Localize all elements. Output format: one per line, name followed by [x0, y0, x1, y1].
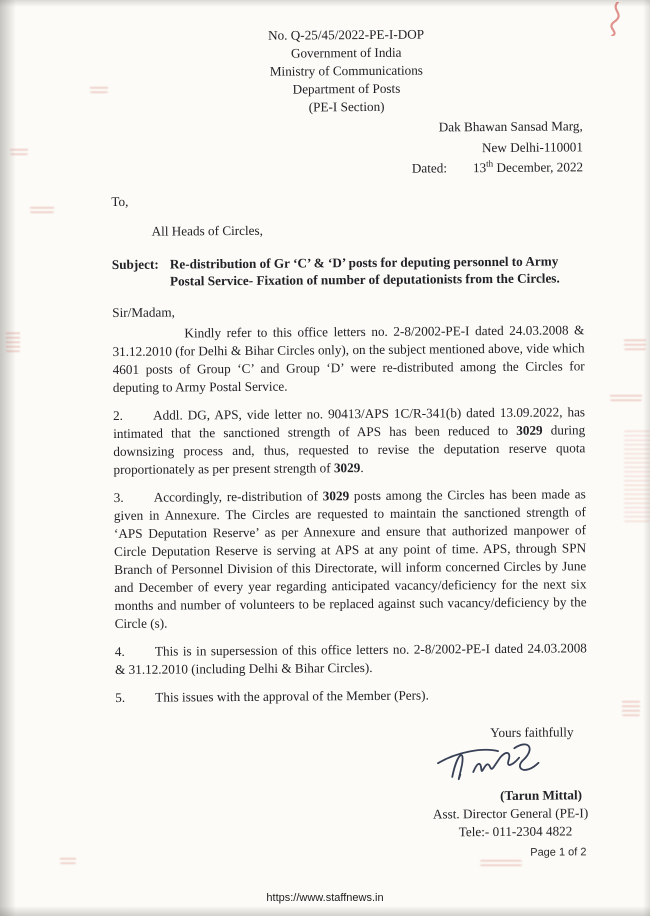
office-address-line-2: New Delhi-110001 [481, 139, 584, 155]
letter-body [110, 24, 589, 864]
bleedthrough-mark [10, 148, 28, 155]
org-line-government: Government of India [290, 44, 402, 61]
paragraph-1: Kindly refer to this office letters no. 2-8/2002-PE-I dated 24.03.2008 & 31.12.2010 (for Delhi & Bihar Circles only), on the subject mentioned above, vide which 4601 posts of Group ‘C’ and Group ‘D’ were re-distributed among the Circles for deputing to Army Postal Service. [112, 322, 585, 396]
scan-edge-shadow-left [0, 0, 16, 916]
org-line-ministry: Ministry of Communications [269, 62, 423, 79]
signatory-phone: Tele:- 011-2304 4822 [458, 823, 573, 840]
closing: Yours faithfully [490, 723, 574, 740]
signature-row [116, 741, 588, 791]
paragraph-number: 5. [115, 689, 126, 705]
bleedthrough-mark [624, 430, 650, 522]
date-label: Dated: [411, 160, 448, 176]
page-number-label: Page 1 of 2 [530, 846, 587, 860]
paragraph-number: 2. [112, 408, 123, 424]
org-line-section: (PE-I Section) [308, 98, 385, 115]
bleedthrough-mark [30, 206, 54, 213]
signatory-name: (Tarun Mittal) [500, 787, 583, 804]
date-value: 13th December, 2022 [472, 158, 584, 175]
recipient: All Heads of Circles, [151, 222, 263, 239]
bleedthrough-mark [90, 84, 108, 93]
bleedthrough-mark [624, 338, 646, 350]
bleedthrough-mark [60, 856, 76, 864]
source-url: https://www.staffnews.in [266, 892, 384, 904]
scan-edge-shadow-right [643, 0, 650, 916]
date-ordinal: th [486, 158, 494, 169]
reference-number: No. Q-25/45/2022-PE-I-DOP [267, 26, 425, 43]
scan-edge-shadow-bottom [0, 906, 650, 916]
office-address-line-1: Dak Bhawan Sansad Marg, [438, 118, 583, 135]
subject-label: Subject: [111, 256, 159, 272]
subject-block [112, 252, 584, 292]
bleedthrough-mark [6, 330, 20, 352]
paragraph-3: 3. Accordingly, re-distribution of 3029 posts among the Circles has been made as given in Annexure. The Circles are requested to maintain the sanctioned strength of ‘APS Deputation Reserve’ as per Annexure and ensure that authorized manpower of Circle Deputation Reserve is serving at APS at any point of time. APS, through SPN Branch of Personnel Division of this Directorate, will inform concerned Circles by June and December of every year regarding anticipated vacancy/deficiency for the next six months and number of volunteers to be replaced against such vacancy/deficiency by the Circle (s). [113, 486, 587, 631]
paragraph-2: 2. Addl. DG, APS, vide letter no. 90413/APS 1C/R-341(b) dated 13.09.2022, has intimated that the sanctioned strength of APS has been reduced to 3029 during downsizing process and, thus, requested to revise the deputation reserve quota proportionately as per present strength of 3029. [112, 404, 586, 478]
bleedthrough-squiggle [596, 2, 630, 36]
to-label: To, [111, 193, 129, 209]
bleedthrough-mark [622, 700, 640, 716]
org-line-department: Department of Posts [292, 80, 401, 97]
paragraph-5: 5. This issues with the approval of the Member (Pers). [115, 687, 429, 705]
salutation: Sir/Madam, [112, 304, 175, 321]
paragraph-number: 3. [113, 489, 124, 506]
signatory-title: Asst. Director General (PE-I) [432, 805, 589, 822]
paragraph-number: 4. [114, 643, 125, 659]
date-line [111, 158, 583, 180]
subject-text: Re-distribution of Gr ‘C’ & ‘D’ posts for deputing personnel to Army Postal Service- Fixation of number of deputationists from the Circles. [169, 253, 560, 290]
paragraph-4: 4. This is in supersession of this office letters no. 2-8/2002-PE-I dated 24.03.2008 & 31.12.2010 (including Delhi & Bihar Circles). [114, 639, 587, 677]
scan-edge-shadow-top [0, 0, 650, 7]
bleedthrough-mark [610, 392, 642, 401]
handwritten-signature [426, 737, 555, 793]
